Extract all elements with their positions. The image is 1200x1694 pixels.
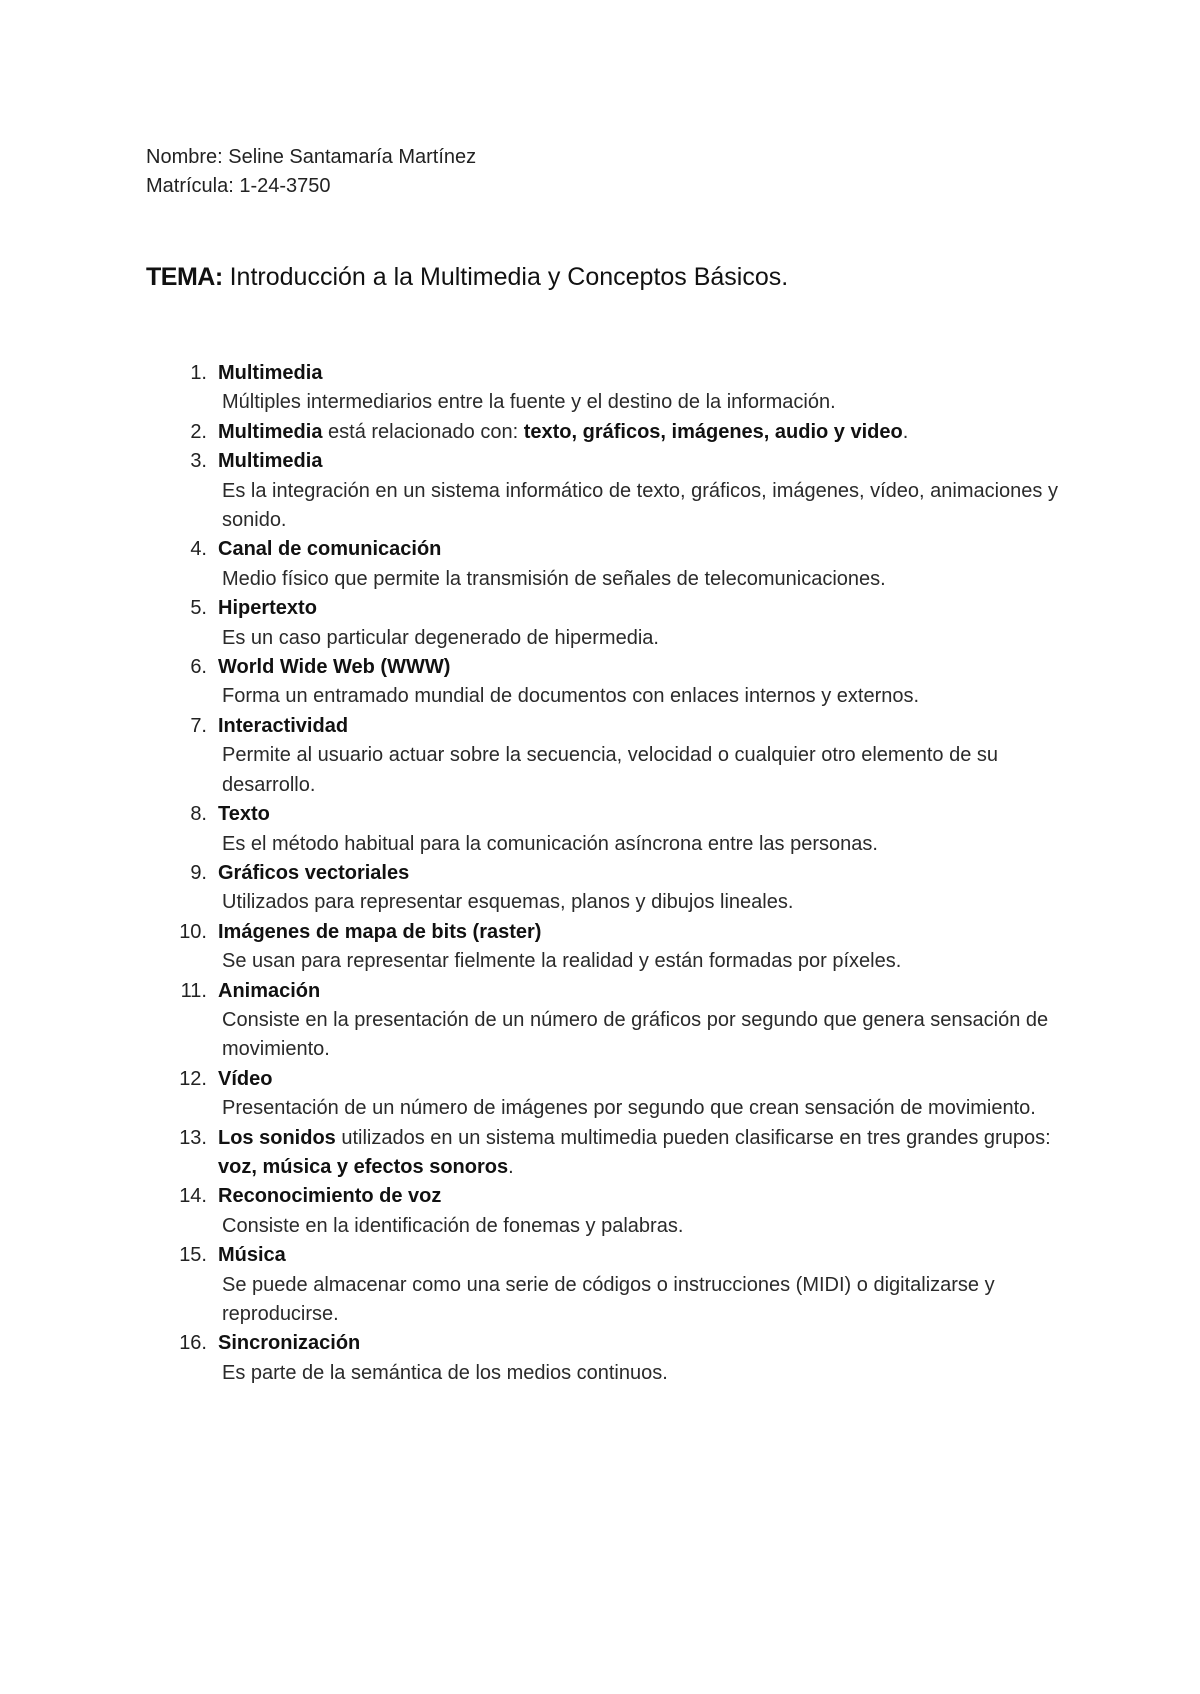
concept-list (0, 359, 1200, 1388)
item-term: Imágenes de mapa de bits (raster) (218, 920, 542, 943)
list-item (0, 594, 1078, 653)
list-item (0, 1182, 1078, 1241)
item-number: 7. (190, 714, 207, 737)
item-number: 15. (179, 1244, 207, 1267)
item-number: 16. (179, 1332, 207, 1355)
title-text: Introducción a la Multimedia y Conceptos Básicos. (229, 263, 789, 291)
item-term: Multimedia (218, 362, 323, 384)
item-inline-text: utilizados en un sistema multimedia pueden clasificarse en tres grandes grupos: (335, 1126, 1051, 1149)
item-term: Gráficos vectoriales (218, 861, 410, 884)
list-item (0, 359, 1078, 418)
item-number: 3. (190, 450, 207, 473)
item-description: Es el método habitual para la comunicación asíncrona entre las personas. (222, 832, 878, 855)
item-number: 12. (179, 1067, 207, 1090)
item-inline-text: está relacionado con: (322, 420, 524, 443)
item-term: Música (218, 1244, 286, 1267)
item-term: World Wide Web (WWW) (218, 656, 451, 679)
item-number: 9. (190, 861, 207, 884)
list-item (0, 1329, 1078, 1388)
item-term: Interactividad (218, 714, 349, 737)
item-term: Los sonidos (218, 1126, 336, 1149)
item-term: Sincronización (218, 1332, 361, 1355)
list-item (0, 712, 1078, 800)
list-item (0, 1241, 1078, 1329)
item-term: Hipertexto (218, 597, 317, 620)
item-description: Se usan para representar fielmente la realidad y están formadas por píxeles. (222, 950, 902, 973)
list-item (0, 918, 1078, 977)
item-number: 13. (179, 1126, 207, 1149)
list-item (0, 1065, 1078, 1124)
item-end-punctuation: . (508, 1155, 514, 1178)
list-item (0, 653, 1078, 712)
title-label: TEMA: (146, 263, 223, 291)
list-item (0, 859, 1078, 918)
item-term: Vídeo (218, 1067, 273, 1090)
item-number: 1. (190, 362, 207, 384)
item-bold-text: voz, música y efectos sonoros (218, 1155, 509, 1178)
item-number: 11. (180, 979, 207, 1002)
item-number: 2. (190, 420, 207, 443)
item-number: 6. (190, 656, 207, 679)
list-item (0, 447, 1078, 535)
item-end-punctuation: . (902, 420, 909, 443)
item-term: Texto (218, 803, 270, 826)
list-item (0, 1124, 1078, 1183)
item-description: Se puede almacenar como una serie de códigos o instrucciones (MIDI) o digitalizarse y reproducirse. (222, 1273, 995, 1325)
student-name: Nombre: Seline Santamaría Martínez (146, 146, 477, 168)
item-description: Múltiples intermediarios entre la fuente y el destino de la información. (222, 391, 836, 414)
list-item (0, 535, 1078, 594)
item-description: Forma un entramado mundial de documentos con enlaces internos y externos. (222, 685, 920, 708)
item-number: 8. (190, 803, 207, 826)
item-term: Reconocimiento de voz (218, 1185, 442, 1208)
item-term: Animación (218, 979, 321, 1002)
item-description: Es la integración en un sistema informático de texto, gráficos, imágenes, vídeo, animaciones y sonido. (222, 479, 1058, 532)
list-item (0, 977, 1078, 1065)
item-description: Es parte de la semántica de los medios continuos. (222, 1361, 668, 1384)
item-number: 4. (190, 538, 207, 561)
item-term: Multimedia (218, 450, 323, 473)
item-description: Consiste en la identificación de fonemas y palabras. (222, 1214, 684, 1237)
list-item (0, 800, 1078, 859)
item-description: Permite al usuario actuar sobre la secuencia, velocidad o cualquier otro elemento de su desarrollo. (222, 744, 998, 796)
item-description: Consiste en la presentación de un número de gráficos por segundo que genera sensación de movimiento. (222, 1008, 1049, 1061)
item-number: 10. (179, 920, 207, 943)
item-description: Utilizados para representar esquemas, planos y dibujos lineales. (222, 891, 794, 914)
item-term: Canal de comunicación (218, 538, 442, 561)
list-item (0, 418, 1078, 447)
item-number: 14. (179, 1185, 207, 1208)
item-description: Medio físico que permite la transmisión de señales de telecomunicaciones. (222, 567, 886, 590)
item-description: Presentación de un número de imágenes por segundo que crean sensación de movimiento. (222, 1097, 1036, 1120)
document-title (146, 263, 788, 292)
item-number: 5. (190, 597, 207, 620)
item-description: Es un caso particular degenerado de hipermedia. (222, 626, 659, 649)
item-bold-text: texto, gráficos, imágenes, audio y video (523, 420, 903, 443)
item-term: Multimedia (218, 420, 323, 443)
student-id: Matrícula: 1-24-3750 (146, 175, 331, 197)
